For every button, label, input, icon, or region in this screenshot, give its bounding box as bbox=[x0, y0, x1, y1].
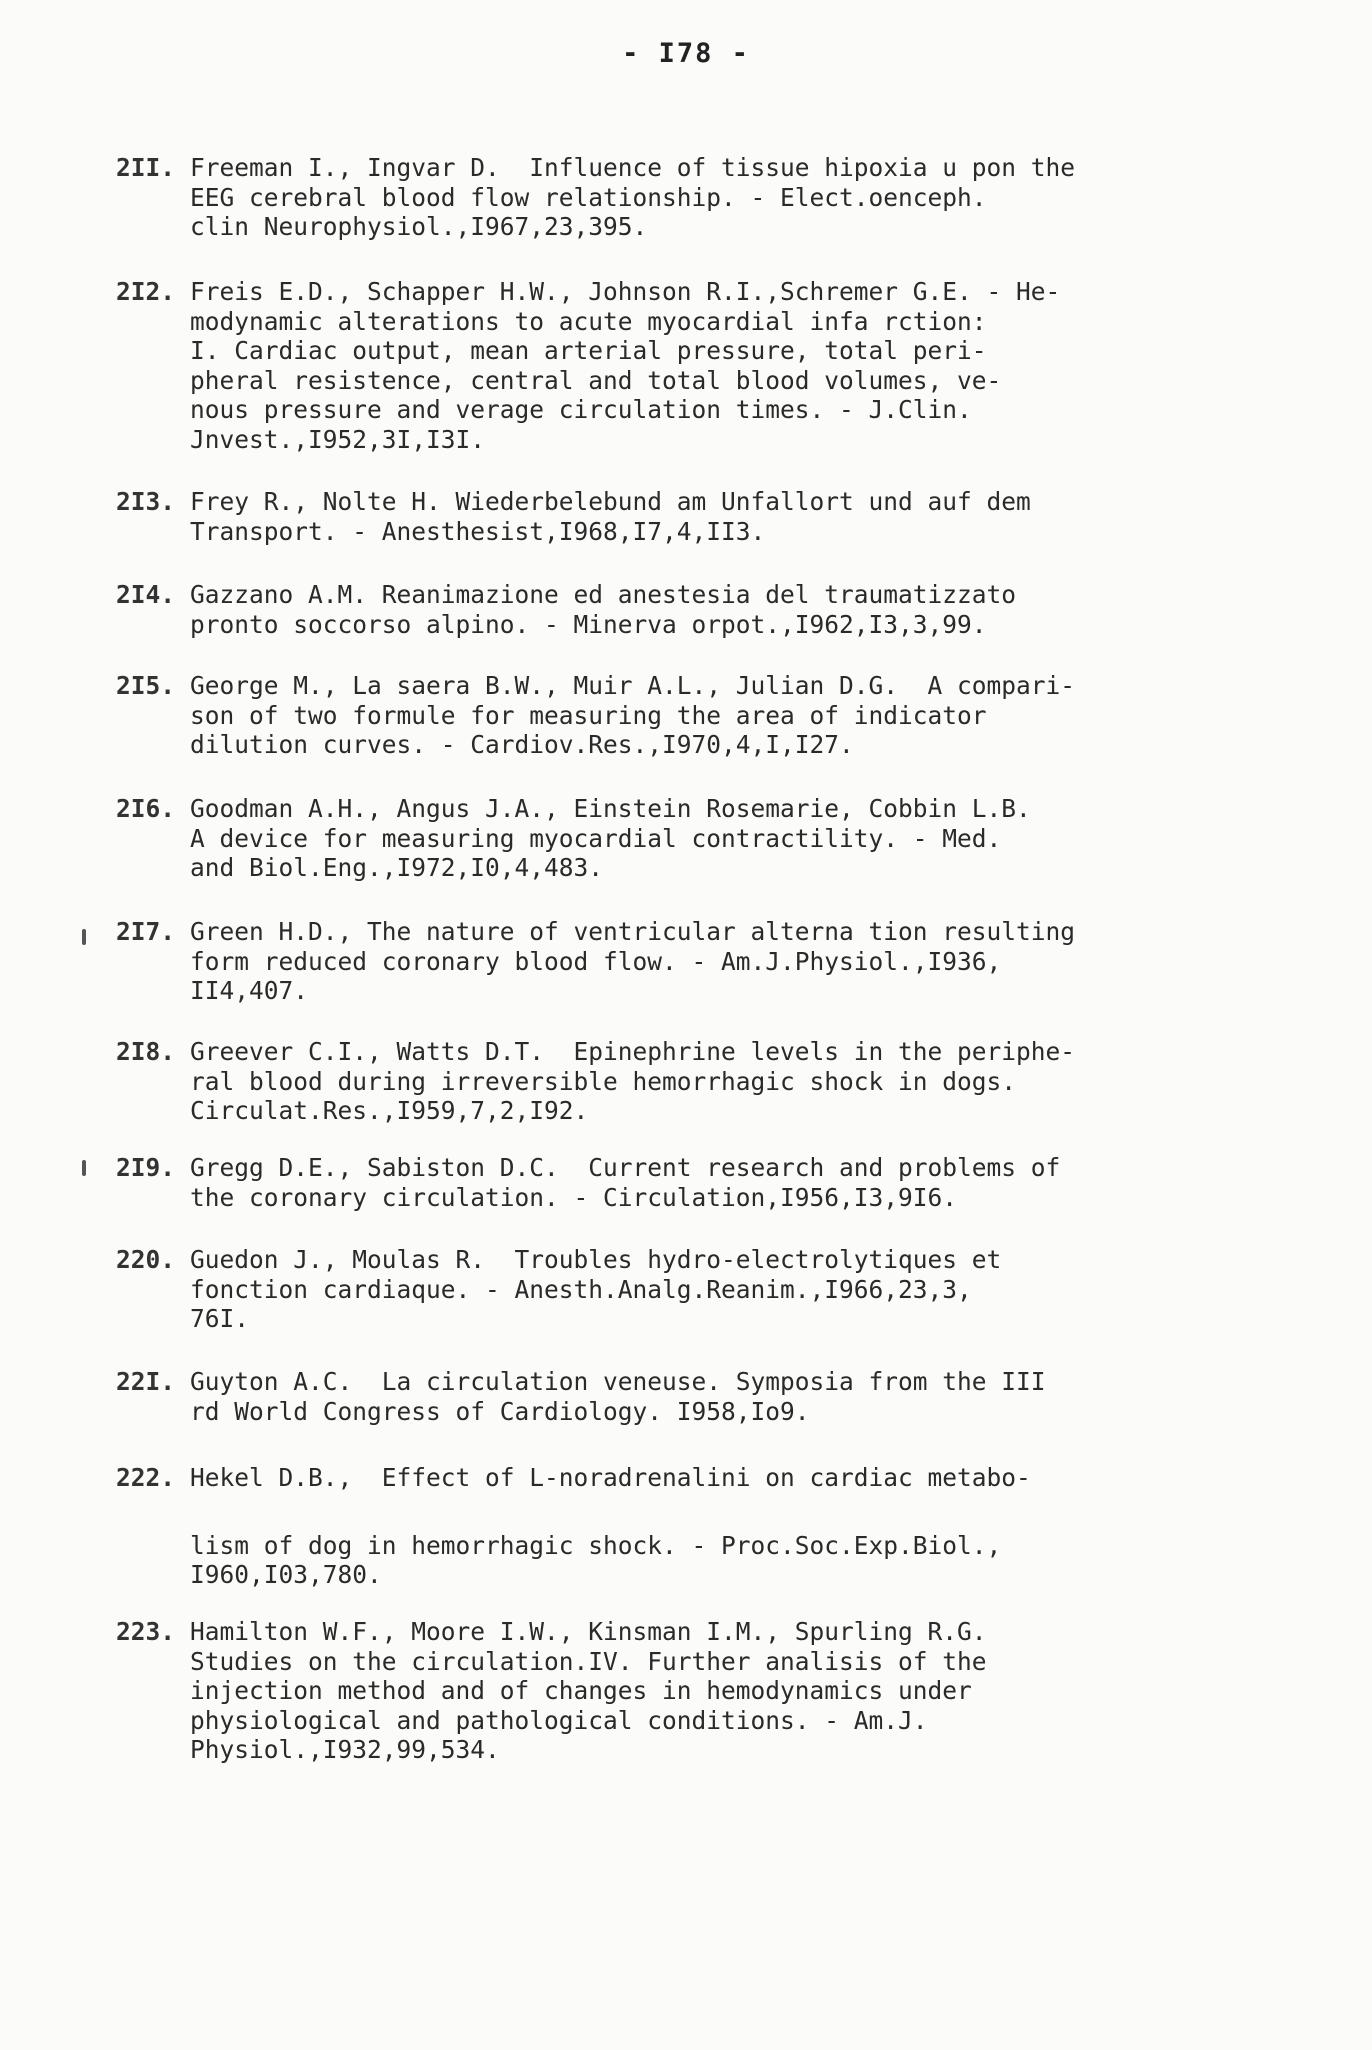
reference-line: Guedon J., Moulas R. Troubles hydro-electrolytiques et bbox=[190, 1245, 1002, 1274]
reference-line: I960,I03,780. bbox=[190, 1560, 382, 1589]
reference-number: 2I4. bbox=[116, 580, 176, 609]
reference-entry bbox=[116, 1463, 1310, 1590]
reference-line: dilution curves. - Cardiov.Res.,I970,4,I,I27. bbox=[190, 730, 854, 759]
reference-line: form reduced coronary blood flow. - Am.J.Physiol.,I936, bbox=[190, 946, 1002, 976]
reference-line: clin Neurophysiol.,I967,23,395. bbox=[190, 212, 648, 241]
reference-line: Physiol.,I932,99,534. bbox=[190, 1735, 500, 1764]
reference-line: A device for measuring myocardial contractility. - Med. bbox=[190, 823, 1002, 853]
reference-line: pheral resistence, central and total blood volumes, ve- bbox=[190, 365, 1002, 395]
reference-entry bbox=[116, 153, 1310, 242]
reference-entry bbox=[116, 1037, 1310, 1126]
reference-line: Hekel D.B., Effect of L-noradrenalini on cardiac metabo- bbox=[190, 1463, 1031, 1492]
margin-mark bbox=[82, 1160, 86, 1176]
reference-line: and Biol.Eng.,I972,I0,4,483. bbox=[190, 853, 604, 882]
reference-number: 222. bbox=[116, 1463, 176, 1492]
reference-line: George M., La saera B.W., Muir A.L., Julian D.G. A compari- bbox=[190, 671, 1076, 700]
reference-number: 2I8. bbox=[116, 1037, 176, 1066]
reference-entry bbox=[116, 1617, 1310, 1765]
reference-line: Green H.D., The nature of ventricular alterna tion resulting bbox=[190, 917, 1076, 946]
reference-entry bbox=[116, 917, 1310, 1006]
reference-line: rd World Congress of Cardiology. I958,Io9. bbox=[190, 1396, 810, 1426]
reference-entry bbox=[116, 1367, 1310, 1426]
reference-line: Jnvest.,I952,3I,I3I. bbox=[190, 424, 486, 454]
page-number: - I78 - bbox=[622, 38, 750, 69]
reference-line: Guyton A.C. La circulation veneuse. Symposia from the III bbox=[190, 1367, 1046, 1396]
reference-line: pronto soccorso alpino. - Minerva orpot.,I962,I3,3,99. bbox=[190, 609, 987, 639]
reference-line: nous pressure and verage circulation times. - J.Clin. bbox=[190, 395, 972, 424]
reference-number: 2I3. bbox=[116, 487, 176, 516]
reference-number: 220. bbox=[116, 1245, 176, 1274]
reference-number: 223. bbox=[116, 1617, 176, 1646]
reference-entry bbox=[116, 794, 1310, 883]
reference-line: modynamic alterations to acute myocardial infa rction: bbox=[190, 306, 987, 336]
reference-entry bbox=[116, 277, 1310, 454]
reference-line: Goodman A.H., Angus J.A., Einstein Rosemarie, Cobbin L.B. bbox=[190, 794, 1031, 823]
reference-line: Gregg D.E., Sabiston D.C. Current research and problems of bbox=[190, 1153, 1061, 1182]
reference-line: son of two formule for measuring the area of indicator bbox=[190, 700, 987, 730]
reference-line: Circulat.Res.,I959,7,2,I92. bbox=[190, 1096, 589, 1125]
reference-line: Freis E.D., Schapper H.W., Johnson R.I.,Schremer G.E. - He- bbox=[190, 277, 1061, 306]
reference-line: Greever C.I., Watts D.T. Epinephrine levels in the periphe- bbox=[190, 1037, 1076, 1066]
reference-entry bbox=[116, 671, 1310, 760]
reference-line: Hamilton W.F., Moore I.W., Kinsman I.M., Spurling R.G. bbox=[190, 1617, 987, 1646]
reference-line: EEG cerebral blood flow relationship. - Elect.oenceph. bbox=[190, 182, 987, 212]
reference-line: Transport. - Anesthesist,I968,I7,4,II3. bbox=[190, 516, 766, 546]
reference-entry bbox=[116, 1245, 1310, 1334]
reference-line: Frey R., Nolte H. Wiederbelebund am Unfallort und auf dem bbox=[190, 487, 1031, 516]
reference-line: I. Cardiac output, mean arterial pressure, total peri- bbox=[190, 336, 987, 365]
reference-entry bbox=[116, 487, 1310, 546]
reference-line: ral blood during irreversible hemorrhagic shock in dogs. bbox=[190, 1066, 1017, 1096]
reference-line: II4,407. bbox=[190, 976, 309, 1005]
reference-number: 2I9. bbox=[116, 1153, 176, 1182]
reference-line: the coronary circulation. - Circulation,I956,I3,9I6. bbox=[190, 1182, 958, 1212]
reference-entry bbox=[116, 580, 1310, 639]
reference-entry bbox=[116, 1153, 1310, 1212]
reference-line: Freeman I., Ingvar D. Influence of tissue hipoxia u pon the bbox=[190, 153, 1076, 182]
reference-line: physiological and pathological conditions. - Am.J. bbox=[190, 1705, 928, 1735]
reference-number: 2I2. bbox=[116, 277, 176, 306]
reference-number: 2I5. bbox=[116, 671, 176, 700]
reference-number: 2II. bbox=[116, 153, 176, 182]
reference-line: 76I. bbox=[190, 1304, 250, 1333]
reference-line: injection method and of changes in hemodynamics under bbox=[190, 1676, 972, 1705]
reference-line: Gazzano A.M. Reanimazione ed anestesia del traumatizzato bbox=[190, 580, 1017, 609]
margin-mark bbox=[82, 929, 86, 945]
reference-line: lism of dog in hemorrhagic shock. - Proc.Soc.Exp.Biol., bbox=[190, 1530, 1002, 1560]
reference-line: Studies on the circulation.IV. Further analisis of the bbox=[190, 1646, 987, 1676]
reference-number: 2I7. bbox=[116, 917, 176, 946]
reference-number: 22I. bbox=[116, 1367, 176, 1396]
reference-line: fonction cardiaque. - Anesth.Analg.Reanim.,I966,23,3, bbox=[190, 1274, 972, 1304]
reference-number: 2I6. bbox=[116, 794, 176, 823]
